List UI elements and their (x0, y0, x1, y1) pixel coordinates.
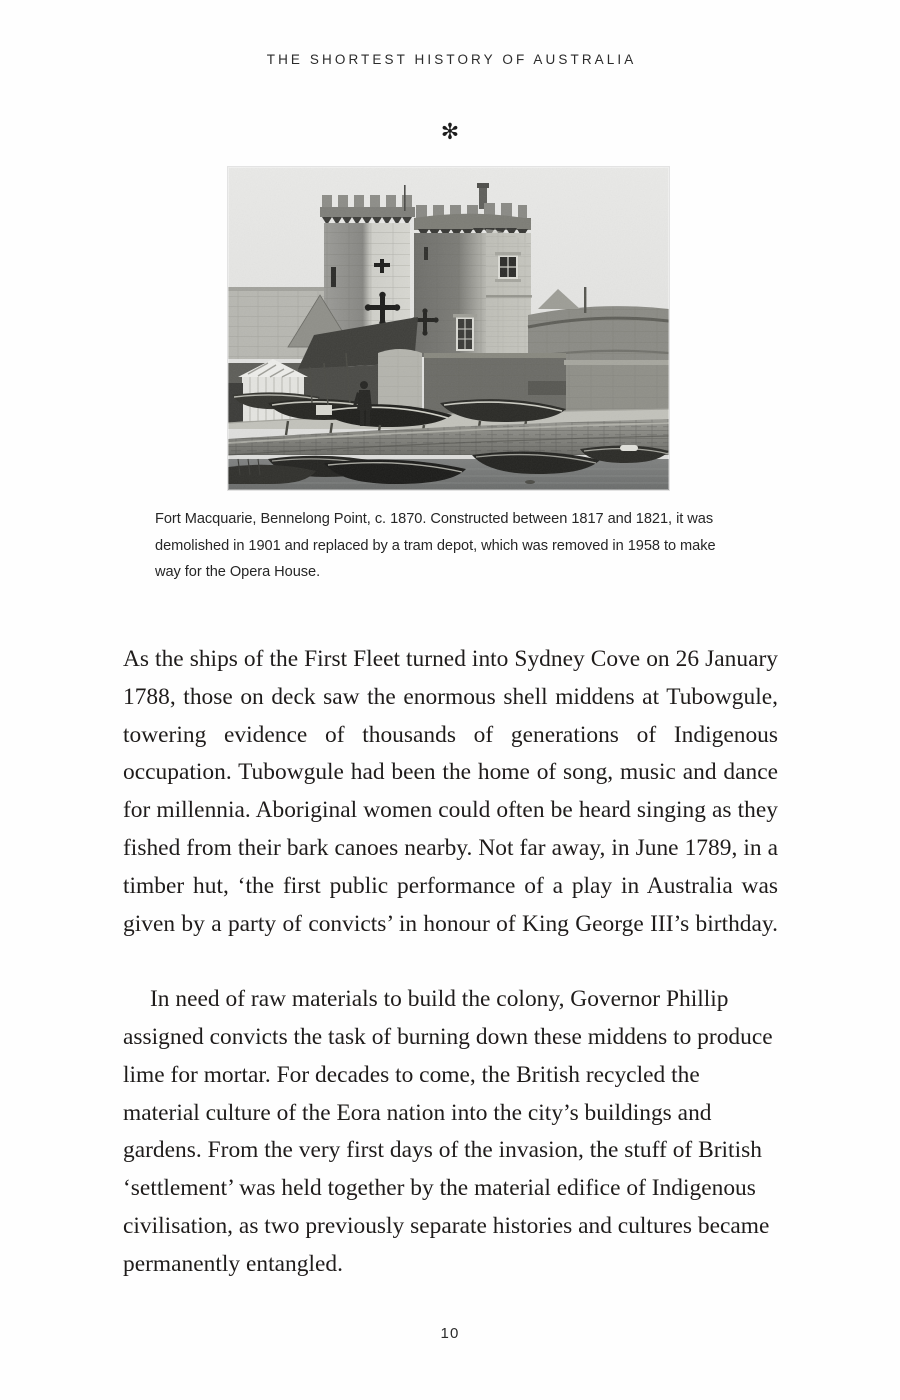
body-text (123, 641, 778, 1321)
running-header: THE SHORTEST HISTORY OF AUSTRALIA (266, 52, 637, 67)
paragraph-2: In need of raw materials to build the colony, Governor Phillip assigned convicts the task of burning down these middens to produce lime for mortar. For decades to come, the British recycled the material culture of the Eora nation into the city’s buildings and gardens. From the very first days of the invasion, the stuff of British ‘settlement’ was held together by the material edifice of Indigenous civilisation, as two previously separate histories and cultures became permanently entangled. (123, 986, 773, 1277)
paragraph-1: As the ships of the First Fleet turned into Sydney Cove on 26 January 1788, those on deck saw the enormous shell middens at Tubowgule, towering evidence of thousands of generations of Indigenous occupation. Tubowgule had been the home of song, music and dance for millennia. Aboriginal women could often be heard singing as they fished from their bark canoes nearby. Not far away, in June 1789, in a timber hut, ‘the first public performance of a play in Australia was given by a party of convicts’ in honour of King George III’s birthday. (123, 646, 778, 937)
figure-caption: Fort Macquarie, Bennelong Point, c. 1870. Constructed between 1817 and 1821, it was demolished in 1901 and replaced by a tram depot, which was removed in 1958 to make way for the Opera House. (155, 511, 716, 580)
asterisk-ornament-icon: ✻ (440, 120, 460, 145)
page-number: 10 (440, 1325, 460, 1342)
photograph (228, 167, 669, 490)
figure-fort-macquarie (228, 167, 669, 490)
